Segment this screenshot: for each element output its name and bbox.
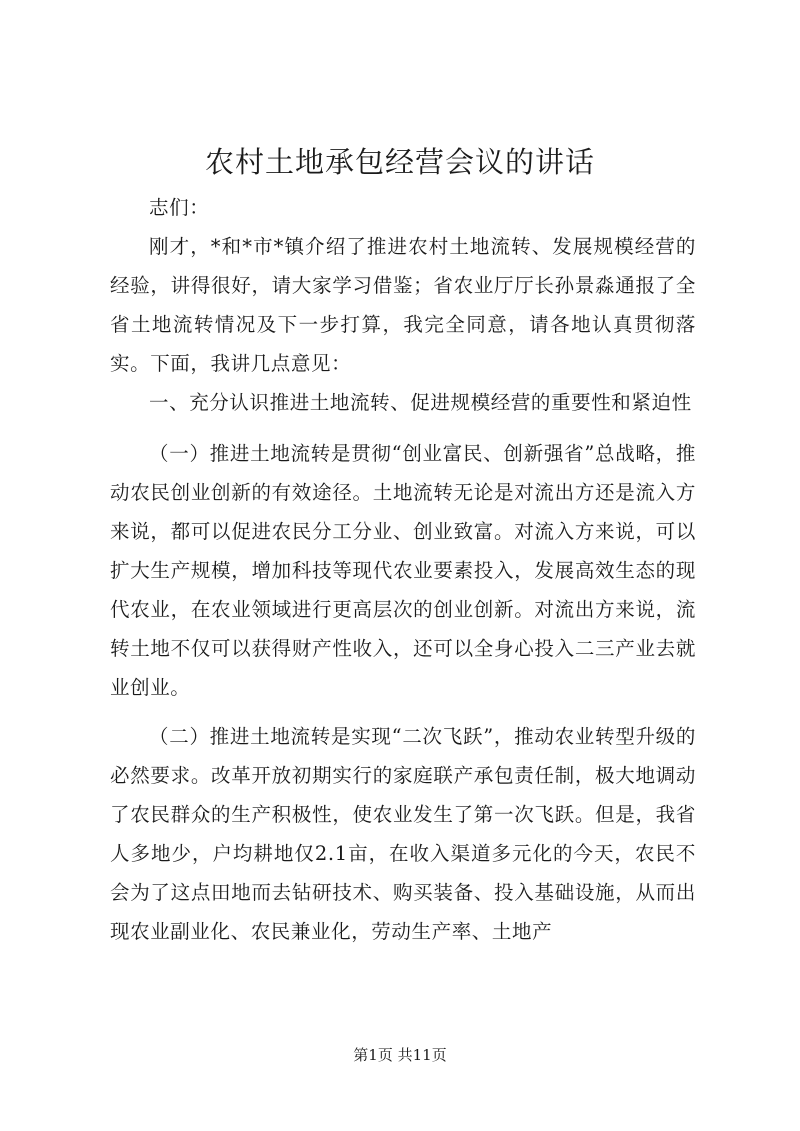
document-title: 农村土地承包经营会议的讲话 xyxy=(204,145,595,179)
paragraph-point-1: （一）推进土地流转是贯彻“创业富民、创新强省”总战略，推动农民创业创新的有效途径。土地流转无论是对流出方还是流入方来说，都可以促进农民分工分业、创业致富。对流入方来说，可以扩大生产规模，增加科技等现代农业要素投入，发展高效生态的现代农业，在农业领域进行更高层次的创业创新。对流出方来说，流转土地不仅可以获得财产性收入，还可以全身心投入二三产业去就业创业。 xyxy=(110,442,696,699)
paragraph-salutation: 志们： xyxy=(149,196,210,219)
document-body xyxy=(110,188,696,951)
page-footer: 第1页 共11页 xyxy=(353,1046,447,1064)
section-heading: 一、充分认识推进土地流转、促进规模经营的重要性和紧迫性 xyxy=(149,391,692,414)
paragraph-intro: 刚才，*和*市*镇介绍了推进农村土地流转、发展规模经营的经验，讲得很好，请大家学习借鉴；省农业厅厅长孙景淼通报了全省土地流转情况及下一步打算，我完全同意，请各地认真贯彻落实。下面，我讲几点意见： xyxy=(110,235,696,375)
paragraph-point-2: （二）推进土地流转是实现“二次飞跃”，推动农业转型升级的必然要求。改革开放初期实行的家庭联产承包责任制，极大地调动了农民群众的生产积极性，使农业发生了第一次飞跃。但是，我省人多地少，户均耕地仅2.1亩，在收入渠道多元化的今天，农民不会为了这点田地而去钻研技术、购买装备、投入基础设施，从而出现农业副业化、农民兼业化，劳动生产率、土地产 xyxy=(110,725,696,943)
